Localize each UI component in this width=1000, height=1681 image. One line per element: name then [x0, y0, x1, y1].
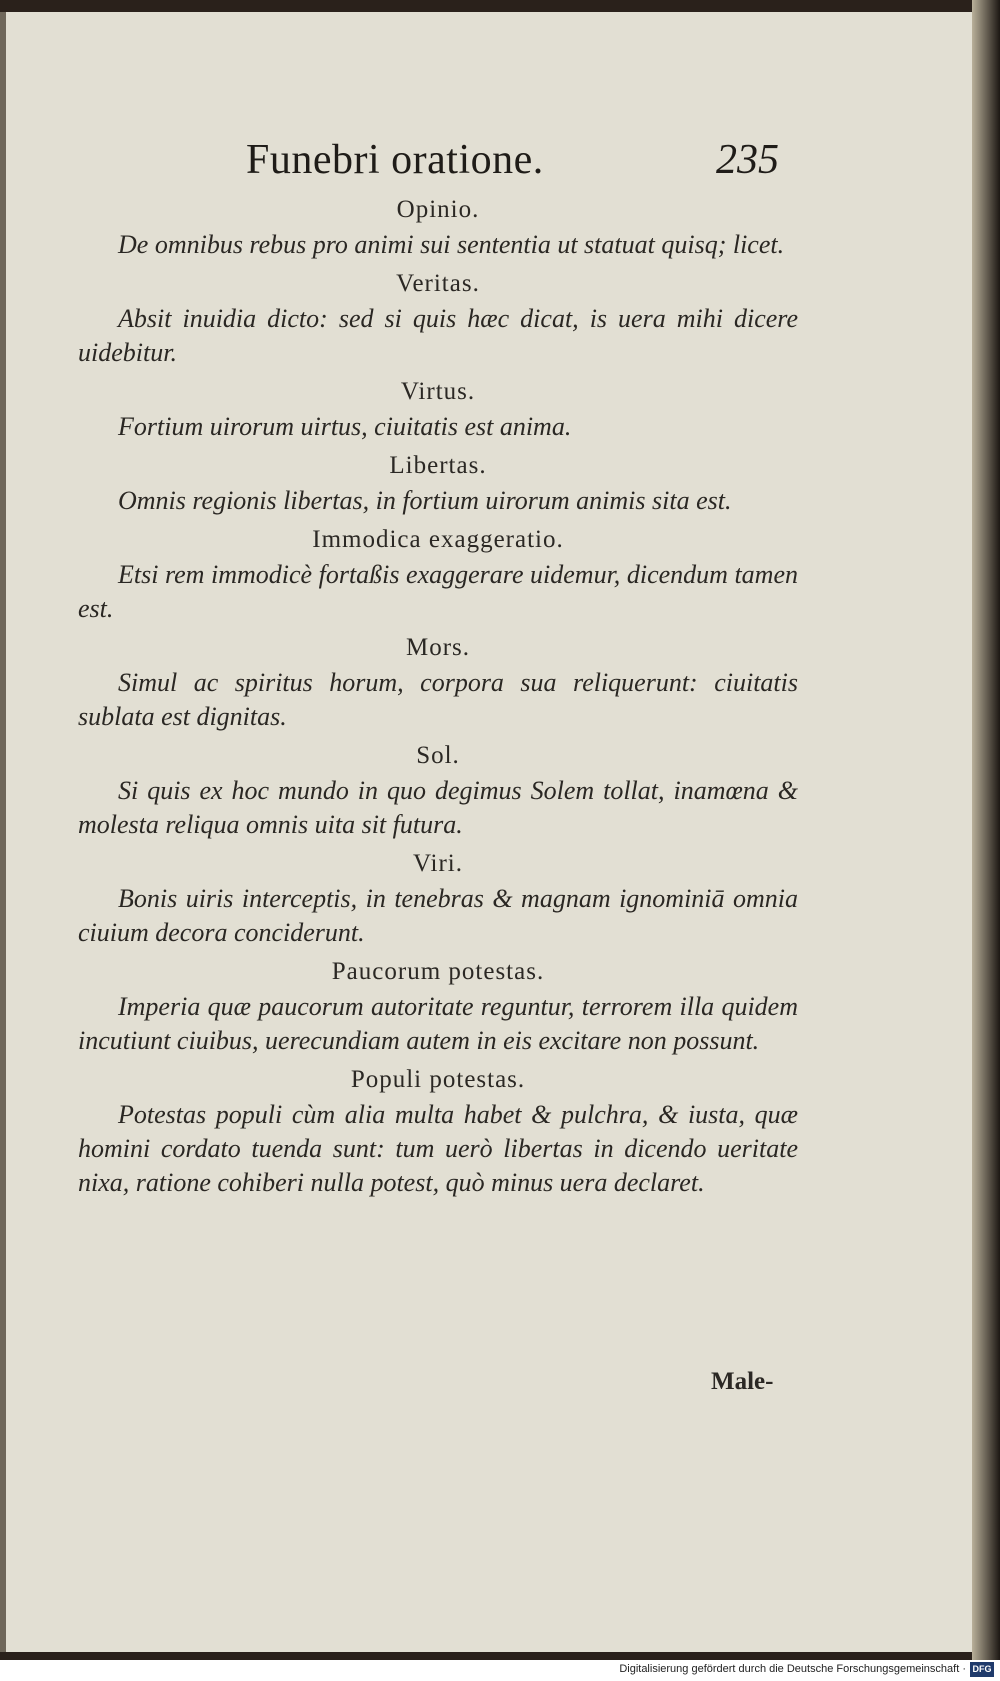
- text-block: [78, 192, 798, 1204]
- entry-text: Si quis ex hoc mundo in quo degimus Solem tollat, inamœna & molesta reliqua omnis uita sit futura.: [78, 776, 798, 839]
- entry-heading: Veritas.: [396, 270, 480, 297]
- page-header: [6, 124, 1000, 194]
- entry-opinio: [78, 192, 798, 262]
- book-edge: [972, 0, 1000, 1660]
- funding-credit: Digitalisierung gefördert durch die Deutsche Forschungsgemeinschaft ·: [619, 1663, 966, 1675]
- entry-heading: Paucorum potestas.: [331, 958, 545, 985]
- entry-text: Etsi rem immodicè fortaßis exaggerare uidemur, dicendum tamen est.: [78, 560, 798, 623]
- entry-text: Imperia quæ paucorum autoritate reguntur, terrorem illa quidem incutiunt ciuibus, uerecundiam autem in eis excitare non possunt.: [78, 992, 798, 1055]
- entry-sol: [78, 738, 798, 842]
- digitization-footer: [0, 1660, 1000, 1681]
- entry-heading: Mors.: [405, 634, 471, 661]
- entry-heading: Virtus.: [400, 378, 476, 405]
- entry-heading: Populi potestas.: [350, 1066, 526, 1093]
- book-page: [0, 12, 1000, 1652]
- entry-paucorum-potestas: [78, 954, 798, 1058]
- dfg-logo: DFG: [970, 1662, 994, 1677]
- entry-text: Simul ac spiritus horum, corpora sua reliquerunt: ciuitatis sublata est dignitas.: [78, 668, 798, 731]
- page-number: 235: [716, 137, 779, 183]
- entry-heading: Opinio.: [396, 196, 480, 223]
- entry-text: Potestas populi cùm alia multa habet & pulchra, & iusta, quæ homini cordato tuenda sunt: tum uerò libertas in dicendo ueritate nixa, ratione cohiberi nulla potest, quò minus uera declaret.: [78, 1100, 798, 1197]
- running-title: Funebri oratione.: [246, 137, 544, 183]
- entry-text: De omnibus rebus pro animi sui sententia ut statuat quisq; licet.: [118, 230, 785, 259]
- entry-immodica-exaggeratio: [78, 522, 798, 626]
- entry-heading: Viri.: [412, 850, 464, 877]
- entry-mors: [78, 630, 798, 734]
- entry-virtus: [78, 374, 798, 444]
- entry-veritas: [78, 266, 798, 370]
- entry-viri: [78, 846, 798, 950]
- entry-populi-potestas: [78, 1062, 798, 1200]
- entry-heading: Sol.: [416, 742, 460, 769]
- entry-text: Absit inuidia dicto: sed si quis hæc dicat, is uera mihi dicere uidebitur.: [78, 304, 798, 367]
- entry-heading: Immodica exaggeratio.: [312, 526, 564, 553]
- entry-heading: Libertas.: [389, 452, 487, 479]
- entry-text: Omnis regionis libertas, in fortium uirorum animis sita est.: [118, 486, 732, 515]
- entry-libertas: [78, 448, 798, 518]
- entry-text: Fortium uirorum uirtus, ciuitatis est anima.: [118, 412, 572, 441]
- entry-text: Bonis uiris interceptis, in tenebras & magnam ignominiā omnia ciuium decora conciderunt.: [78, 884, 798, 947]
- catchword: Male-: [711, 1368, 774, 1395]
